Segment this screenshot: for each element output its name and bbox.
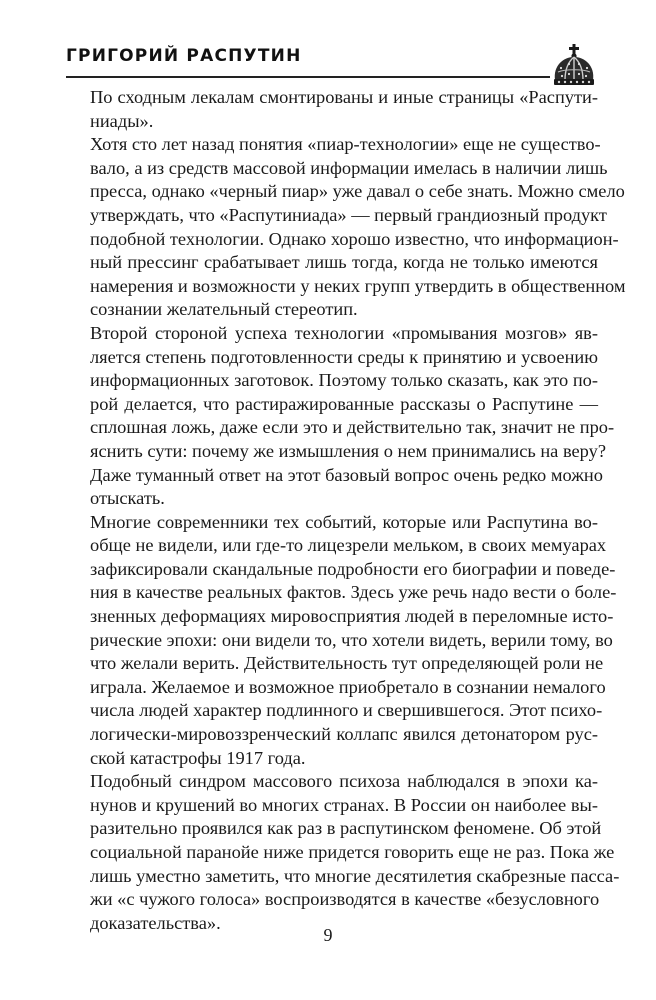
text-line: ниады».: [90, 110, 154, 131]
text-line: Даже туманный ответ на этот базовый вопрос очень редко можно: [90, 464, 603, 485]
text-line: ный прессинг срабатывает лишь тогда, когда не только имеются: [90, 252, 598, 273]
text-line: яснить сути: почему же измышления о нем принимались на веру?: [90, 440, 606, 461]
body-text: [66, 86, 626, 935]
text-line: ния в качестве реальных фактов. Здесь уже речь надо вести о боле-: [90, 582, 617, 603]
text-line: зненных деформациях мировосприятия людей в переломные исто-: [90, 606, 614, 627]
text-line: Подобный синдром массового психоза наблюдался в эпохи ка-: [90, 771, 598, 792]
text-line: намерения и возможности у неких групп утвердить в общественном: [90, 275, 626, 296]
text-line: зафиксировали скандальные подробности его биографии и поведе-: [90, 558, 616, 579]
text-line: ляется степень подготовленности среды к принятию и усвоению: [90, 346, 598, 367]
text-line: рические эпохи: они видели то, что хотели видеть, верили тому, во: [90, 629, 613, 650]
text-line: утверждать, что «Распутиниада» — первый грандиозный продукт: [90, 204, 607, 225]
text-line: информационных заготовок. Поэтому только сказать, как это по-: [90, 370, 598, 391]
text-line: разительно проявился как раз в распутинском феномене. Об этой: [90, 818, 602, 839]
paragraph: [66, 322, 615, 511]
text-line: По сходным лекалам смонтированы и иные страницы «Распути-: [90, 87, 598, 107]
text-line: вало, а из средств массовой информации имелась в наличии лишь: [90, 157, 608, 178]
header-rule: [66, 76, 550, 78]
text-line: числа людей характер подлинного и свершившегося. Этот психо-: [90, 700, 603, 721]
text-line: рой делается, что растиражированные рассказы о Распутине —: [90, 393, 598, 414]
text-line: Многие современники тех событий, которые или Распутина во-: [90, 511, 598, 532]
text-line: что желали верить. Действительность тут определяющей роли не: [90, 653, 604, 674]
text-line: сплошная ложь, даже если это и действительно так, значит не про-: [90, 417, 615, 438]
text-line: обще не видели, или где-то лицезрели мельком, в своих мемуарах: [90, 535, 607, 556]
text-line: нунов и крушений во многих странах. В России он наиболее вы-: [90, 794, 598, 815]
text-line: ской катастрофы 1917 года.: [90, 747, 306, 768]
running-title: ГРИГОРИЙ РАСПУТИН: [66, 46, 302, 66]
paragraph: [66, 770, 620, 935]
paragraph: [66, 511, 617, 771]
text-line: отыскать.: [90, 488, 165, 509]
paragraph: [66, 133, 626, 322]
text-line: играла. Желаемое и возможное приобретало в сознании немалого: [90, 676, 606, 697]
text-line: логически-мировоззренческий коллапс явился детонатором рус-: [90, 724, 598, 745]
paragraph: [66, 86, 598, 133]
text-line: жи «с чужого голоса» воспроизводятся в качестве «безусловного: [90, 889, 600, 910]
text-line: сознании желательный стереотип.: [90, 299, 358, 320]
text-line: социальной паранойе ниже придется говорить еще не раз. Пока же: [90, 842, 615, 862]
text-line: Второй стороной успеха технологии «промывания мозгов» яв-: [90, 322, 598, 343]
text-line: доказательства».: [90, 912, 221, 933]
text-line: подобной технологии. Однако хорошо известно, что информацион-: [90, 228, 619, 249]
text-line: Хотя сто лет назад понятия «пиар-технологии» еще не существо-: [90, 134, 601, 155]
text-line: пресса, однако «черный пиар» уже давал о себе знать. Можно смело: [90, 181, 625, 202]
text-line: лишь уместно заметить, что многие десятилетия скабрезные пасса-: [90, 865, 620, 886]
page-number: 9: [323, 925, 333, 945]
crown-icon: [549, 44, 599, 88]
